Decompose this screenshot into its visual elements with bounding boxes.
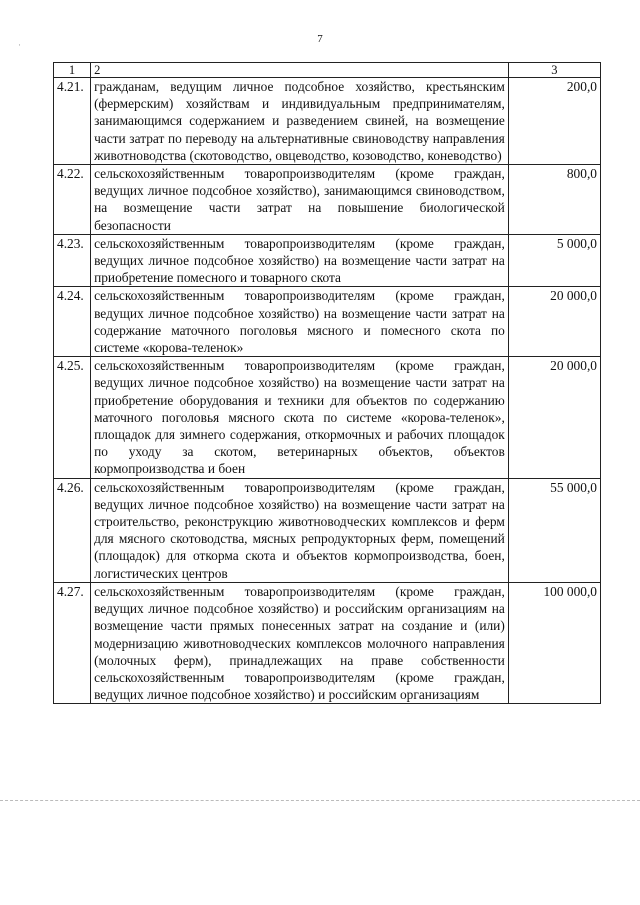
row-number: 4.24. [54,287,91,357]
scan-artifact-line [0,800,640,802]
appropriations-table [53,62,601,704]
header-col-3: 3 [508,63,600,78]
table-row [54,582,601,703]
row-description: сельскохозяйственным товаропроизводителям (кроме граждан, ведущих личное подсобное хозяйство) на возмещение части затрат на строительство, реконструкцию животноводческих комплексов и ферм для мясного скотоводства, мясных репродукторных ферм, помещений (площадок) для откорма скота и объектов кормопроизводства, боен, логистических центров [91,478,509,582]
table-row [54,287,601,357]
row-amount: 100 000,0 [508,582,600,703]
table-row [54,234,601,287]
row-description: сельскохозяйственным товаропроизводителям (кроме граждан, ведущих личное подсобное хозяйство) на возмещение части затрат на содержание маточного поголовья мясного и помесного скота по системе «корова-теленок» [91,287,509,357]
row-amount: 55 000,0 [508,478,600,582]
row-number: 4.27. [54,582,91,703]
table-header-row [54,63,601,78]
row-amount: 20 000,0 [508,357,600,478]
row-number: 4.22. [54,165,91,235]
row-description: сельскохозяйственным товаропроизводителям (кроме граждан, ведущих личное подсобное хозяйство) и российским организациям на возмещение части прямых понесенных затрат на создание и (или) модернизацию животноводческих комплексов молочного направления (молочных ферм), принадлежащих на праве собственности сельскохозяйственным товаропроизводителям (кроме граждан, ведущих личное подсобное хозяйство) и российским организациям [91,582,509,703]
header-col-2: 2 [91,63,509,78]
table-row [54,165,601,235]
row-description: сельскохозяйственным товаропроизводителям (кроме граждан, ведущих личное подсобное хозяйство) на возмещение части затрат на приобретение помесного и товарного скота [91,234,509,287]
header-col-1: 1 [54,63,91,78]
row-number: 4.25. [54,357,91,478]
table-row [54,478,601,582]
row-number: 4.23. [54,234,91,287]
row-description: гражданам, ведущим личное подсобное хозяйство, крестьянским (фермерским) хозяйствам и индивидуальным предпринимателям, занимающимся содержанием и разведением свиней, на возмещение части затрат по переводу на альтернативные свиноводству направления животноводства (скотоводство, овцеводство, козоводство, коневодство) [91,78,509,165]
row-amount: 20 000,0 [508,287,600,357]
row-description: сельскохозяйственным товаропроизводителям (кроме граждан, ведущих личное подсобное хозяйство), занимающимся свиноводством, на возмещение части затрат на повышение биологической безопасности [91,165,509,235]
row-amount: 200,0 [508,78,600,165]
table-row [54,78,601,165]
row-amount: 800,0 [508,165,600,235]
row-description: сельскохозяйственным товаропроизводителям (кроме граждан, ведущих личное подсобное хозяйство) на возмещение части затрат на приобретение оборудования и техники для объектов по содержанию маточного поголовья мясного скота по системе «корова-теленок», площадок для зимнего содержания, откормочных и рабочих площадок по уходу за скотом, ветеринарных объектов, объектов кормопроизводства и боен [91,357,509,478]
row-amount: 5 000,0 [508,234,600,287]
row-number: 4.26. [54,478,91,582]
table-row [54,357,601,478]
row-number: 4.21. [54,78,91,165]
page-number: 7 [317,33,323,45]
scan-speck: · [18,40,21,50]
